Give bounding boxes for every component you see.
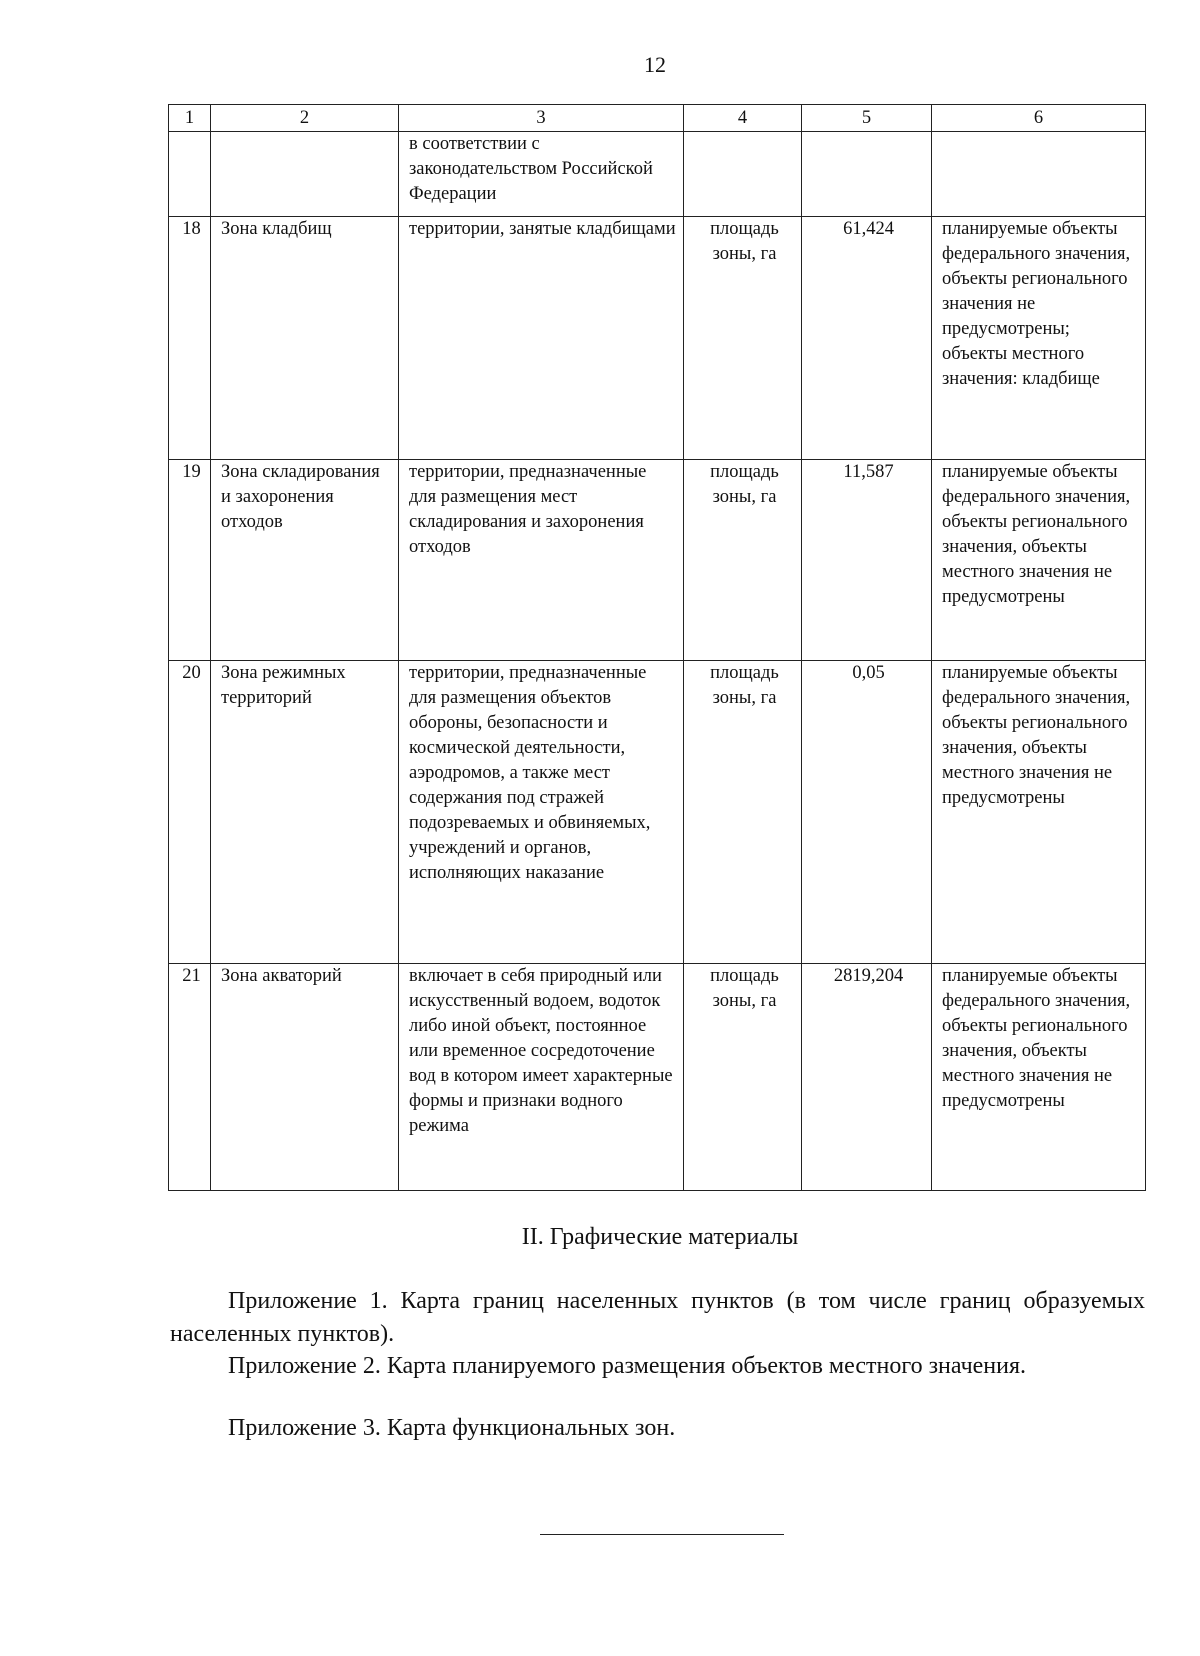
appendix-text: Приложение 2. Карта планируемого размещения объектов местного значения. (228, 1353, 1027, 1379)
functional-zones-table (168, 104, 1146, 1191)
row-number-cell: 19 (169, 460, 211, 661)
description-cell: территории, предназначенные для размещения объектов обороны, безопасности и космической деятельности, аэродромов, а также мест содержания под стражей подозреваемых и обвиняемых, учреждений и органов, исполняющих наказание (399, 661, 684, 964)
value-cell: 2819,204 (802, 964, 932, 1191)
appendix-item (170, 1412, 1145, 1445)
column-header: 2 (211, 105, 399, 132)
table-row-continuation (169, 132, 1146, 217)
table-row (169, 460, 1146, 661)
row-number-cell: 20 (169, 661, 211, 964)
description-cell: в соответствии с законодательством Российской Федерации (399, 132, 684, 217)
unit-cell: площадь зоны, га (684, 964, 802, 1191)
appendix-text: Приложение 3. Карта функциональных зон. (228, 1415, 676, 1441)
table-row (169, 661, 1146, 964)
table-header-row (169, 105, 1146, 132)
value-cell: 11,587 (802, 460, 932, 661)
zone-name-cell: Зона складирования и захоронения отходов (211, 460, 399, 661)
column-header: 3 (399, 105, 684, 132)
value-cell: 61,424 (802, 217, 932, 460)
appendix-text: Приложение 1. Карта границ населенных пунктов (в том числе границ образуемых населенных пунктов). (170, 1288, 1145, 1347)
objects-cell: планируемые объекты федерального значения, объекты регионального значения, объекты местного значения не предусмотрены (932, 661, 1146, 964)
table-row (169, 964, 1146, 1191)
description-cell: территории, предназначенные для размещения мест складирования и захоронения отходов (399, 460, 684, 661)
row-number-cell: 18 (169, 217, 211, 460)
end-divider (540, 1534, 784, 1535)
objects-cell: планируемые объекты федерального значения, объекты регионального значения, объекты местного значения не предусмотрены (932, 460, 1146, 661)
table-row (169, 217, 1146, 460)
objects-cell: планируемые объекты федерального значения, объекты регионального значения не предусмотрены; объекты местного значения: кладбище (932, 217, 1146, 460)
description-cell: включает в себя природный или искусственный водоем, водоток либо иной объект, постоянное или временное сосредоточение вод в котором имеет характерные формы и признаки водного режима (399, 964, 684, 1191)
appendix-item (170, 1285, 1145, 1351)
section-title: II. Графические материалы (521, 1224, 799, 1250)
appendix-item (170, 1350, 1145, 1383)
page-number: 12 (644, 52, 666, 77)
unit-cell: площадь зоны, га (684, 460, 802, 661)
unit-cell: площадь зоны, га (684, 217, 802, 460)
value-cell: 0,05 (802, 661, 932, 964)
objects-cell: планируемые объекты федерального значения, объекты регионального значения, объекты местного значения не предусмотрены (932, 964, 1146, 1191)
unit-cell: площадь зоны, га (684, 661, 802, 964)
column-header: 4 (684, 105, 802, 132)
column-header: 5 (802, 105, 932, 132)
column-header: 1 (169, 105, 211, 132)
column-header: 6 (932, 105, 1146, 132)
row-number-cell: 21 (169, 964, 211, 1191)
description-cell: территории, занятые кладбищами (399, 217, 684, 460)
zone-name-cell: Зона акваторий (211, 964, 399, 1191)
zone-name-cell: Зона режимных территорий (211, 661, 399, 964)
zone-name-cell: Зона кладбищ (211, 217, 399, 460)
